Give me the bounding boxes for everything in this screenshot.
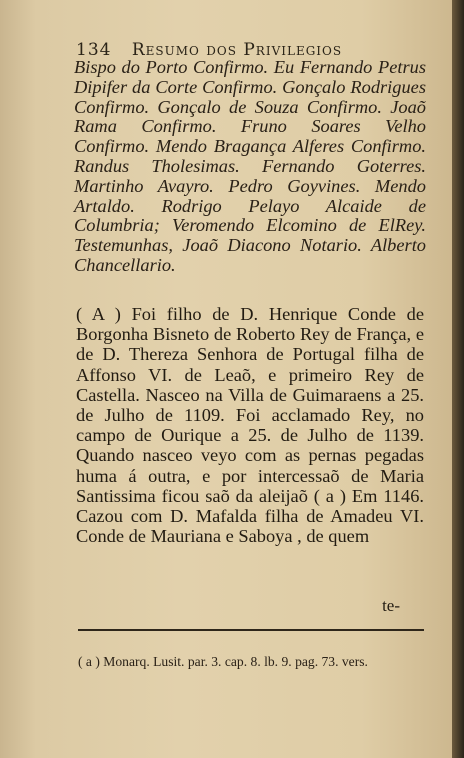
book-spine [452,0,464,758]
running-title: Resumo dos Privilegios [131,40,343,60]
charter-signatories-text: Bispo do Porto Confirmo. Eu Fernando Petrus Dipifer da Corte Confirmo. Gonçalo Rodrigues Confirmo. Gonçalo de Souza Confirmo. Joaõ Rama Confirmo. Fruno Soares Velho Confirmo. Mendo Bragança Alferes Confirmo. Randus Tholesimas. Fernando Goterres. Martinho Avayro. Pedro Goyvines. Mendo Artaldo. Rodrigo Pelayo Alcaide de Columbria; Veromendo Elcomino de ElRey. Testemunhas, Joaõ Diacono Notario. Alberto Chancellario. [74,57,426,275]
annotation-paragraph: ( A ) Foi filho de D. Henrique Conde de Borgonha Bisneto de Roberto Rey de França, e de D. Thereza Senhora de Portugal filha de Affonso VI. de Leaõ, e primeiro Rey de Castella. Nasceo na Villa de Guimaraens a 25. de Julho de 1109. Foi acclamado Rey, no campo de Ourique a 25. de Julho de 1139. Quando nasceo veyo com as pernas pegadas huma á outra, e por intercessaõ de Maria Santissima ficou saõ da aleijaõ ( a ) Em 1146. Cazou com D. Mafalda filha de Amadeu VI. Conde de Mauriana e Saboya , de quem [76,304,424,547]
footnote: ( a ) Monarq. Lusit. par. 3. cap. 8. lb. 9. pag. 73. vers. [78,654,368,669]
page-number: 134 [76,40,112,60]
catchword: te- [382,596,400,615]
footnote-rule [78,629,424,631]
